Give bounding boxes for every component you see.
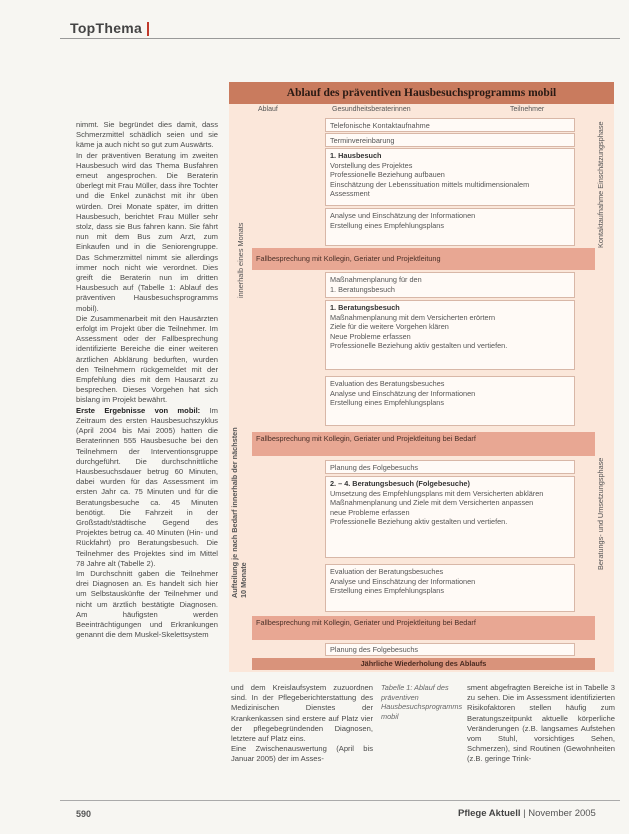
side-label-kontakt: Kontaktaufnahme Einschätzungsphase	[596, 121, 605, 248]
subheading: Erste Ergebnisse von mobil:	[76, 405, 201, 415]
yearly-repeat-bar: Jährliche Wiederholung des Ablaufs	[252, 658, 595, 670]
header-rule	[60, 38, 620, 39]
cell-analyse-1: Analyse und Einschätzung der Informationen Erstellung eines Empfehlungsplans	[325, 208, 575, 246]
cell-evaluation-1: Evaluation des Beratungsbesuches Analyse und Einschätzung der Informationen Erstellung eines Empfehlungsplans	[325, 376, 575, 426]
paragraph: Eine Zwischenauswertung (April bis Januar 2005) der im Asses-	[231, 744, 373, 764]
footer-rule	[60, 800, 620, 801]
right-text-column	[467, 683, 615, 765]
footer-separator: |	[523, 808, 526, 819]
paragraph	[76, 406, 218, 569]
footer-publication	[458, 808, 596, 819]
side-label-beratung: Beratungs- und Umsetzungsphase	[596, 457, 605, 570]
header-beraterinnen: Gesundheitsberaterinnen	[332, 106, 411, 113]
side-label-monate: Aufteilung je nach Bedarf innerhalb der nächsten 10 Monate	[230, 427, 248, 598]
issue-date: November 2005	[528, 808, 596, 819]
fallbesprechung-3: Fallbesprechung mit Kollegin, Geriater und Projektleitung bei Bedarf	[252, 616, 595, 640]
paragraph: In der präventiven Beratung im zweiten Hausbesuch wird das Thema Busfahren erneut angesprochen. Die Beraterin überlegt mit Frau Müller, dass ihre Tochter und die Enkel zunächst mit ihr üben würden. Drei Monate später, im dritten Hausbesuch, berichtet Frau Müller sehr stolz, dass sie Bus fahren kann. Sie fährt nun mit dem Bus zum Arzt, zum Einkaufen und in die Seniorengruppe. Das Schmerzmittel nimmt sie allerdings immer noch nicht wie verordnet. Dies greift die Beraterin nun im dritten Hausbesuch auf (Tabelle 1: Ablauf des präventiven Hausbesuchsprogramms mobil).	[76, 150, 218, 313]
fallbesprechung-1: Fallbesprechung mit Kollegin, Geriater und Projektleitung	[252, 248, 595, 270]
cell-1-hausbesuch: 1. Hausbesuch Vorstellung des Projektes Professionelle Beziehung aufbauen Einschätzung der Lebenssituation mittels multidimensionalem Assessment	[325, 148, 575, 206]
section-accent-bar	[147, 22, 149, 36]
magazine-name: Pflege Aktuell	[458, 808, 521, 819]
fallbesprechung-2: Fallbesprechung mit Kollegin, Geriater und Projektleitung bei Bedarf	[252, 432, 595, 456]
cell-folgebesuche: 2. – 4. Beratungsbesuch (Folgebesuche) Umsetzung des Empfehlungsplans mit dem Versicherten abklären Maßnahmenplanung und Ziele mit dem Versicherten anpassen neue Probleme erfassen Professionelle Beziehung aktiv gestalten und vertiefen.	[325, 476, 575, 558]
paragraph: sment abgefragten Bereiche ist in Tabelle 3 zu sehen. Die im Assessment identifizierten Risikofaktoren stellen häufig zum Beratungszeitpunkt aktuelle körperliche Veränderungen (z.B. langsames Aufstehen vom Stuhl, vorsichtiges Sehen, Schmerzen), sind Routinen (Gewohnheiten (z.B. geringe Trink-	[467, 683, 615, 764]
cell-planung-folgebesuch-2: Planung des Folgebesuchs	[325, 643, 575, 656]
paragraph: nimmt. Sie begründet dies damit, dass Schmerzmittel schädlich seien und sie käme ja auch nicht so gut zum Auswärts.	[76, 120, 218, 150]
cell-evaluation-2: Evaluation der Beratungsbesuches Analyse und Einschätzung der Informationen Erstellung eines Empfehlungsplans	[325, 564, 575, 612]
table-header-row	[252, 104, 595, 116]
paragraph: Im Durchschnitt gaben die Teilnehmer drei Diagnosen an. Es handelt sich hier um Selbstauskünfte der Teilnehmer und nicht um ärztlich bestätigte Diagnosen. Am häufigsten werden Beeinträchtigungen und Erkrankungen genannt die dem Muskel-Skelettsystem	[76, 568, 218, 640]
header-teilnehmer: Teilnehmer	[510, 106, 545, 113]
cell-1-beratungsbesuch: 1. Beratungsbesuch Maßnahmenplanung mit dem Versicherten erörtern Ziele für die weitere Vorgehen klären Neue Probleme erfassen Professionelle Beziehung aktiv gestalten und vertiefen.	[325, 300, 575, 370]
side-label-monat: innerhalb eines Monats	[236, 222, 245, 298]
cell-planung-folgebesuch-1: Planung des Folgebesuchs	[325, 460, 575, 474]
cell-massnahmenplanung: Maßnahmenplanung für den 1. Beratungsbesuch	[325, 272, 575, 298]
page-number: 590	[76, 809, 92, 819]
table-caption: Tabelle 1: Ablauf des präventiven Hausbesuchsprogramms mobil	[381, 683, 463, 721]
row-terminvereinbarung: Terminvereinbarung	[325, 133, 575, 147]
left-text-column	[76, 120, 218, 640]
middle-text-column	[231, 683, 373, 765]
magazine-section-title: TopThema	[70, 20, 143, 36]
row-kontaktaufnahme: Telefonische Kontaktaufnahme	[325, 118, 575, 132]
header-ablauf: Ablauf	[258, 106, 278, 113]
paragraph-text: Im Zeitraum des ersten Hausbesuchszyklus (April 2004 bis Mai 2005) hatten die Beraterinnen 555 Hausbesuche bei den Teilnehmern der Interventionsgruppe durchgeführt. Die durchschnittliche Hausbesuchsdauer betrug 60 Minuten, dabei wurden für das Assessment im ersten Jahr ca. 75 Minuten und für die Beratungsbesuche ca. 45 Minuten benötigt. Die Fahrzeit in der Großstadt/städtische Gegend des Projektes betrug ca. 40 Minuten (Hin- und Rückfahrt) pro Beratungsbesuch. Die Teilnehmer des Projektes sind im Mittel 78 Jahre alt (Tabelle 2).	[76, 405, 218, 568]
paragraph: und dem Kreislaufsystem zuzuordnen sind. In der Pflegeberichterstattung des Medizinischen Dienstes der Krankenkassen sind erstere auf Platz vier der pflegebegründenden Diagnosen, letztere auf Platz eins.	[231, 683, 373, 744]
table-title: Ablauf des präventiven Hausbesuchsprogramms mobil	[229, 82, 614, 104]
paragraph: Die Zusammenarbeit mit den Hausärzten erfolgt im Projekt über die Teilnehmer. Im Assessment oder der Fallbesprechung identifizierte Bereiche die einer weiteren ärztlichen Abklärung bedurften, wurden den Teilnehmern rückgemeldet mit der Empfehlung dies mit dem Hausarzt zu besprechen. Dieses Vorgehen hat sich bislang im Projekt bewährt.	[76, 313, 218, 405]
